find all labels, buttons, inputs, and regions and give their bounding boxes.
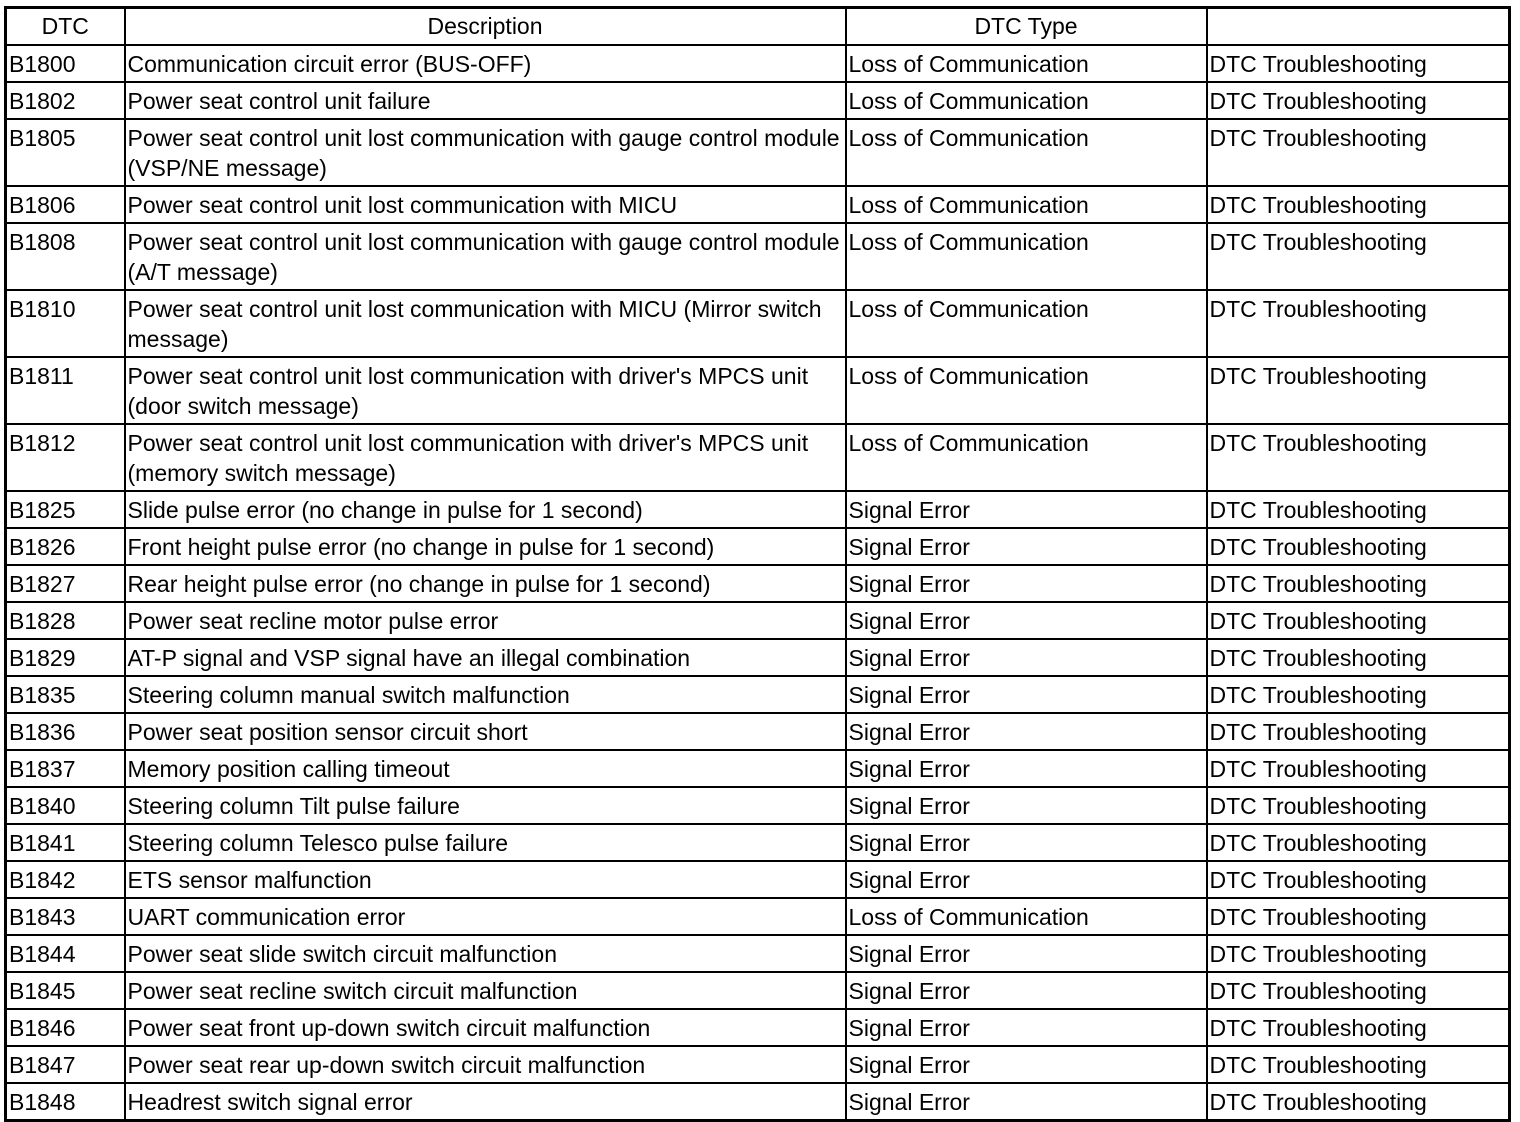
dtc-code-cell: B1847 — [6, 1046, 125, 1083]
table-row — [6, 290, 1510, 357]
table-row — [6, 898, 1510, 935]
dtc-type-cell: Loss of Communication — [846, 223, 1207, 290]
dtc-code-cell: B1845 — [6, 972, 125, 1009]
troubleshooting-link[interactable]: DTC Troubleshooting — [1207, 565, 1510, 602]
troubleshooting-link[interactable]: DTC Troubleshooting — [1207, 82, 1510, 119]
dtc-code-cell: B1810 — [6, 290, 125, 357]
dtc-code-cell: B1842 — [6, 861, 125, 898]
table-row — [6, 1083, 1510, 1121]
table-row — [6, 787, 1510, 824]
dtc-code-cell: B1844 — [6, 935, 125, 972]
troubleshooting-link[interactable]: DTC Troubleshooting — [1207, 676, 1510, 713]
troubleshooting-link[interactable]: DTC Troubleshooting — [1207, 424, 1510, 491]
troubleshooting-link[interactable]: DTC Troubleshooting — [1207, 1046, 1510, 1083]
dtc-type-cell: Signal Error — [846, 676, 1207, 713]
table-row — [6, 82, 1510, 119]
description-cell: Power seat control unit lost communication with MICU — [125, 186, 846, 223]
dtc-type-cell: Loss of Communication — [846, 186, 1207, 223]
dtc-code-cell: B1840 — [6, 787, 125, 824]
dtc-type-cell: Loss of Communication — [846, 119, 1207, 186]
description-cell: AT-P signal and VSP signal have an illegal combination — [125, 639, 846, 676]
dtc-type-cell: Signal Error — [846, 602, 1207, 639]
dtc-type-cell: Loss of Communication — [846, 357, 1207, 424]
dtc-type-cell: Loss of Communication — [846, 82, 1207, 119]
description-cell: Memory position calling timeout — [125, 750, 846, 787]
table-row — [6, 357, 1510, 424]
description-cell: UART communication error — [125, 898, 846, 935]
dtc-code-cell: B1805 — [6, 119, 125, 186]
dtc-code-cell: B1826 — [6, 528, 125, 565]
troubleshooting-link[interactable]: DTC Troubleshooting — [1207, 898, 1510, 935]
table-row — [6, 223, 1510, 290]
troubleshooting-link[interactable]: DTC Troubleshooting — [1207, 750, 1510, 787]
dtc-type-cell: Signal Error — [846, 787, 1207, 824]
description-cell: Communication circuit error (BUS-OFF) — [125, 45, 846, 82]
table-row — [6, 972, 1510, 1009]
description-cell: Rear height pulse error (no change in pulse for 1 second) — [125, 565, 846, 602]
description-cell: Power seat control unit lost communication with MICU (Mirror switch message) — [125, 290, 846, 357]
dtc-code-cell: B1836 — [6, 713, 125, 750]
dtc-type-cell: Signal Error — [846, 565, 1207, 602]
dtc-code-cell: B1825 — [6, 491, 125, 528]
description-cell: Power seat control unit lost communication with gauge control module (A/T message) — [125, 223, 846, 290]
dtc-code-cell: B1835 — [6, 676, 125, 713]
table-row — [6, 424, 1510, 491]
table-row — [6, 119, 1510, 186]
troubleshooting-link[interactable]: DTC Troubleshooting — [1207, 713, 1510, 750]
table-row — [6, 565, 1510, 602]
dtc-type-cell: Signal Error — [846, 935, 1207, 972]
description-cell: Slide pulse error (no change in pulse for 1 second) — [125, 491, 846, 528]
dtc-code-cell: B1829 — [6, 639, 125, 676]
troubleshooting-link[interactable]: DTC Troubleshooting — [1207, 935, 1510, 972]
dtc-type-cell: Signal Error — [846, 972, 1207, 1009]
troubleshooting-link[interactable]: DTC Troubleshooting — [1207, 639, 1510, 676]
description-cell: Power seat rear up-down switch circuit malfunction — [125, 1046, 846, 1083]
description-cell: Power seat position sensor circuit short — [125, 713, 846, 750]
troubleshooting-link[interactable]: DTC Troubleshooting — [1207, 528, 1510, 565]
description-cell: Steering column Tilt pulse failure — [125, 787, 846, 824]
description-cell: Headrest switch signal error — [125, 1083, 846, 1121]
dtc-type-cell: Signal Error — [846, 750, 1207, 787]
troubleshooting-link[interactable]: DTC Troubleshooting — [1207, 972, 1510, 1009]
description-cell: Power seat recline switch circuit malfunction — [125, 972, 846, 1009]
table-row — [6, 602, 1510, 639]
description-cell: Steering column manual switch malfunction — [125, 676, 846, 713]
description-cell: Power seat control unit failure — [125, 82, 846, 119]
header-dtc-type: DTC Type — [846, 8, 1207, 46]
description-cell: Power seat control unit lost communication with driver's MPCS unit (memory switch message) — [125, 424, 846, 491]
dtc-type-cell: Signal Error — [846, 491, 1207, 528]
table-row — [6, 1046, 1510, 1083]
dtc-type-cell: Signal Error — [846, 1009, 1207, 1046]
description-cell: ETS sensor malfunction — [125, 861, 846, 898]
dtc-code-cell: B1808 — [6, 223, 125, 290]
description-cell: Front height pulse error (no change in pulse for 1 second) — [125, 528, 846, 565]
dtc-code-cell: B1806 — [6, 186, 125, 223]
troubleshooting-link[interactable]: DTC Troubleshooting — [1207, 1083, 1510, 1121]
dtc-type-cell: Signal Error — [846, 1046, 1207, 1083]
dtc-code-cell: B1846 — [6, 1009, 125, 1046]
troubleshooting-link[interactable]: DTC Troubleshooting — [1207, 861, 1510, 898]
dtc-code-cell: B1802 — [6, 82, 125, 119]
table-row — [6, 676, 1510, 713]
table-row — [6, 750, 1510, 787]
dtc-type-cell: Loss of Communication — [846, 424, 1207, 491]
troubleshooting-link[interactable]: DTC Troubleshooting — [1207, 602, 1510, 639]
troubleshooting-link[interactable]: DTC Troubleshooting — [1207, 186, 1510, 223]
description-cell: Power seat control unit lost communication with gauge control module (VSP/NE message) — [125, 119, 846, 186]
header-description: Description — [125, 8, 846, 46]
dtc-type-cell: Signal Error — [846, 713, 1207, 750]
troubleshooting-link[interactable]: DTC Troubleshooting — [1207, 357, 1510, 424]
dtc-table — [4, 6, 1511, 1122]
description-cell: Power seat front up-down switch circuit malfunction — [125, 1009, 846, 1046]
table-row — [6, 935, 1510, 972]
table-row — [6, 713, 1510, 750]
dtc-code-cell: B1837 — [6, 750, 125, 787]
dtc-type-cell: Loss of Communication — [846, 290, 1207, 357]
table-row — [6, 861, 1510, 898]
troubleshooting-link[interactable]: DTC Troubleshooting — [1207, 290, 1510, 357]
description-cell: Steering column Telesco pulse failure — [125, 824, 846, 861]
description-cell: Power seat slide switch circuit malfunction — [125, 935, 846, 972]
troubleshooting-link[interactable]: DTC Troubleshooting — [1207, 223, 1510, 290]
dtc-code-cell: B1843 — [6, 898, 125, 935]
dtc-type-cell: Signal Error — [846, 1083, 1207, 1121]
dtc-type-cell: Loss of Communication — [846, 45, 1207, 82]
dtc-type-cell: Signal Error — [846, 528, 1207, 565]
table-row — [6, 45, 1510, 82]
dtc-code-cell: B1828 — [6, 602, 125, 639]
dtc-code-cell: B1841 — [6, 824, 125, 861]
troubleshooting-link[interactable]: DTC Troubleshooting — [1207, 45, 1510, 82]
troubleshooting-link[interactable]: DTC Troubleshooting — [1207, 491, 1510, 528]
description-cell: Power seat control unit lost communication with driver's MPCS unit (door switch message) — [125, 357, 846, 424]
table-header-row — [6, 8, 1510, 46]
troubleshooting-link[interactable]: DTC Troubleshooting — [1207, 119, 1510, 186]
troubleshooting-link[interactable]: DTC Troubleshooting — [1207, 787, 1510, 824]
dtc-code-cell: B1811 — [6, 357, 125, 424]
description-cell: Power seat recline motor pulse error — [125, 602, 846, 639]
dtc-type-cell: Signal Error — [846, 861, 1207, 898]
table-row — [6, 491, 1510, 528]
header-dtc: DTC — [6, 8, 125, 46]
troubleshooting-link[interactable]: DTC Troubleshooting — [1207, 824, 1510, 861]
dtc-type-cell: Loss of Communication — [846, 898, 1207, 935]
dtc-code-cell: B1848 — [6, 1083, 125, 1121]
header-troubleshooting — [1207, 8, 1510, 46]
table-row — [6, 1009, 1510, 1046]
dtc-type-cell: Signal Error — [846, 639, 1207, 676]
table-body — [6, 45, 1510, 1121]
table-row — [6, 528, 1510, 565]
dtc-code-cell: B1800 — [6, 45, 125, 82]
dtc-code-cell: B1812 — [6, 424, 125, 491]
dtc-type-cell: Signal Error — [846, 824, 1207, 861]
table-row — [6, 186, 1510, 223]
table-row — [6, 639, 1510, 676]
table-row — [6, 824, 1510, 861]
troubleshooting-link[interactable]: DTC Troubleshooting — [1207, 1009, 1510, 1046]
dtc-code-cell: B1827 — [6, 565, 125, 602]
